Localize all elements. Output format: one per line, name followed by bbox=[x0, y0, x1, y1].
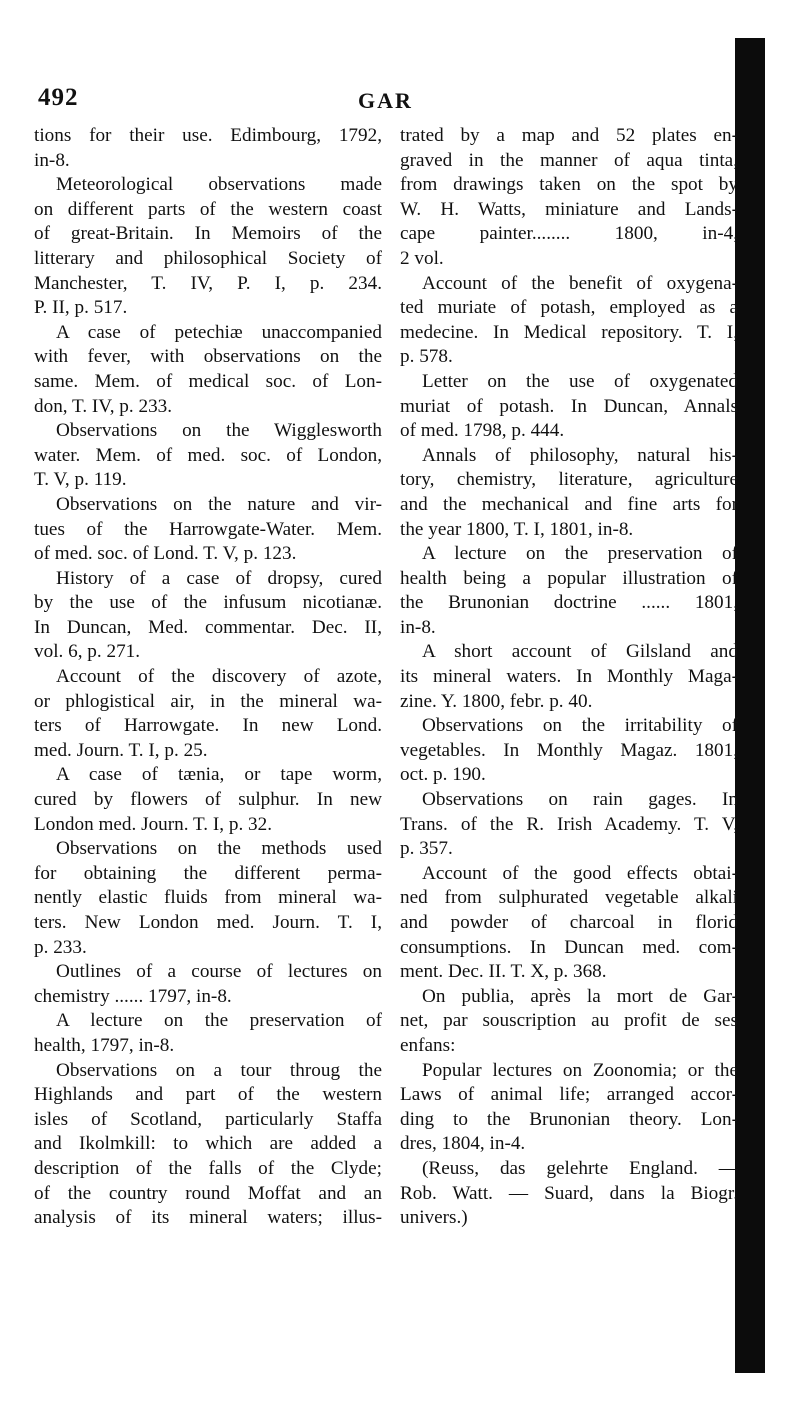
text-line: ment. Dec. II. T. X, p. 368. bbox=[400, 961, 607, 983]
text-line: On publia, après la mort de Gar- bbox=[422, 985, 738, 1007]
text-line: Observations on rain gages. In bbox=[422, 789, 738, 811]
right-column bbox=[400, 124, 738, 1231]
text-line: Rob. Watt. — Suard, dans la Biogr. bbox=[400, 1182, 738, 1204]
text-line: cape painter........ 1800, in-4, bbox=[400, 223, 738, 245]
left-column bbox=[34, 124, 382, 1231]
text-line: for obtaining the different perma- bbox=[34, 862, 382, 884]
text-line: 2 vol. bbox=[400, 247, 444, 269]
text-line: Observations on the Wigglesworth bbox=[56, 420, 382, 442]
text-line: cured by flowers of sulphur. In new bbox=[34, 789, 382, 811]
text-line: A case of tænia, or tape worm, bbox=[56, 764, 382, 786]
text-line: and powder of charcoal in florid bbox=[400, 912, 738, 933]
text-line: of great-Britain. In Memoirs of the bbox=[34, 223, 382, 245]
text-line: ted muriate of potash, employed as a bbox=[400, 297, 738, 319]
text-line: of med. soc. of Lond. T. V, p. 123. bbox=[34, 543, 297, 565]
text-line: of med. 1798, p. 444. bbox=[400, 420, 565, 442]
text-line: Manchester, T. IV, P. I, p. 234. bbox=[34, 272, 382, 294]
text-line: isles of Scotland, particularly Staffa bbox=[34, 1108, 382, 1130]
text-line: or phlogistical air, in the mineral wa- bbox=[34, 690, 382, 712]
text-line: Trans. of the R. Irish Academy. T. V, bbox=[400, 813, 738, 835]
text-line: Observations on the irritability of bbox=[422, 715, 738, 737]
text-line: zine. Y. 1800, febr. p. 40. bbox=[400, 690, 593, 712]
text-line: p. 233. bbox=[34, 936, 87, 958]
text-line: net, par souscription au profit de ses bbox=[400, 1010, 738, 1032]
text-line: don, T. IV, p. 233. bbox=[34, 395, 173, 417]
text-line: tions for their use. Edimbourg, 1792, bbox=[34, 125, 382, 146]
text-line: A case of petechiæ unaccompanied bbox=[56, 321, 382, 343]
text-line: muriat of potash. In Duncan, Annals bbox=[400, 395, 738, 417]
text-line: London med. Journ. T. I, p. 32. bbox=[34, 813, 273, 835]
text-line: Laws of animal life; arranged accor- bbox=[400, 1084, 738, 1106]
text-line: on different parts of the western coast bbox=[34, 198, 382, 220]
text-line: Annals of philosophy, natural his- bbox=[422, 444, 738, 466]
text-line: of the country round Moffat and an bbox=[34, 1182, 382, 1204]
text-line: A lecture on the preservation of bbox=[56, 1010, 382, 1032]
text-line: in-8. bbox=[400, 616, 436, 638]
text-line: P. II, p. 517. bbox=[34, 297, 128, 319]
text-line: trated by a map and 52 plates en- bbox=[400, 125, 738, 146]
text-line: p. 578. bbox=[400, 346, 453, 368]
text-line: ding to the Brunonian theory. Lon- bbox=[400, 1108, 738, 1130]
page-edge-bar bbox=[735, 38, 765, 1373]
text-line: A lecture on the preservation of bbox=[422, 543, 738, 565]
text-line: chemistry ...... 1797, in-8. bbox=[34, 985, 232, 1007]
text-line: description of the falls of the Clyde; bbox=[34, 1157, 382, 1179]
text-line: History of a case of dropsy, cured bbox=[56, 567, 382, 589]
text-line: Observations on the methods used bbox=[56, 838, 382, 860]
text-line: Account of the benefit of oxygena- bbox=[422, 272, 738, 294]
text-line: dres, 1804, in-4. bbox=[400, 1133, 526, 1155]
text-line: A short account of Gilsland and bbox=[422, 641, 738, 663]
text-line: same. Mem. of medical soc. of Lon- bbox=[34, 370, 382, 392]
text-line: tues of the Harrowgate-Water. Mem. bbox=[34, 518, 382, 540]
text-line: nently elastic fluids from mineral wa- bbox=[34, 887, 382, 909]
text-line: med. Journ. T. I, p. 25. bbox=[34, 739, 208, 761]
text-line: vol. 6, p. 271. bbox=[34, 641, 141, 663]
text-line: In Duncan, Med. commentar. Dec. II, bbox=[34, 616, 382, 638]
text-line: T. V, p. 119. bbox=[34, 469, 127, 491]
text-line: Meteorological observations made bbox=[56, 174, 382, 196]
text-line: health being a popular illustration of bbox=[400, 567, 738, 589]
text-line: Popular lectures on Zoonomia; or the bbox=[422, 1059, 738, 1081]
text-line: Account of the discovery of azote, bbox=[56, 666, 382, 688]
text-line: enfans: bbox=[400, 1034, 456, 1056]
text-line: Highlands and part of the western bbox=[34, 1084, 382, 1106]
text-line: by the use of the infusum nicotianæ. bbox=[34, 592, 382, 614]
text-line: litterary and philosophical Society of bbox=[34, 247, 382, 269]
text-line: medecine. In Medical repository. T. I, bbox=[400, 321, 738, 343]
text-line: univers.) bbox=[400, 1207, 468, 1229]
text-line: the Brunonian doctrine ...... 1801, bbox=[400, 592, 738, 614]
text-line: water. Mem. of med. soc. of London, bbox=[34, 444, 382, 466]
text-line: consumptions. In Duncan med. com- bbox=[400, 936, 738, 958]
text-line: Observations on the nature and vir- bbox=[56, 493, 382, 515]
text-line: and the mechanical and fine arts for bbox=[400, 493, 738, 515]
text-line: analysis of its mineral waters; illus- bbox=[34, 1207, 382, 1229]
text-line: (Reuss, das gelehrte England. — bbox=[422, 1157, 738, 1179]
text-line: with fever, with observations on the bbox=[34, 346, 382, 368]
text-line: vegetables. In Monthly Magaz. 1801, bbox=[400, 739, 738, 761]
text-line: its mineral waters. In Monthly Maga- bbox=[400, 666, 738, 688]
text-line: Observations on a tour throug the bbox=[56, 1059, 382, 1081]
text-line: Letter on the use of oxygenated bbox=[422, 370, 738, 392]
text-line: oct. p. 190. bbox=[400, 764, 486, 786]
text-line: Account of the good effects obtai- bbox=[422, 862, 738, 884]
text-line: in-8. bbox=[34, 149, 70, 171]
text-line: graved in the manner of aqua tinta, bbox=[400, 149, 738, 171]
text-line: ters. New London med. Journ. T. I, bbox=[34, 912, 382, 933]
text-line: tory, chemistry, literature, agriculture bbox=[400, 469, 738, 491]
text-line: the year 1800, T. I, 1801, in-8. bbox=[400, 518, 634, 540]
text-line: Outlines of a course of lectures on bbox=[56, 961, 382, 983]
text-line: ters of Harrowgate. In new Lond. bbox=[34, 715, 382, 737]
text-line: health, 1797, in-8. bbox=[34, 1034, 175, 1056]
text-line: p. 357. bbox=[400, 838, 453, 860]
text-line: from drawings taken on the spot by bbox=[400, 174, 738, 196]
text-line: ned from sulphurated vegetable alkali bbox=[400, 887, 738, 909]
page-number: 492 bbox=[38, 84, 79, 111]
running-head: GAR bbox=[358, 88, 413, 113]
text-line: and Ikolmkill: to which are added a bbox=[34, 1133, 382, 1155]
text-line: W. H. Watts, miniature and Lands- bbox=[400, 198, 738, 220]
